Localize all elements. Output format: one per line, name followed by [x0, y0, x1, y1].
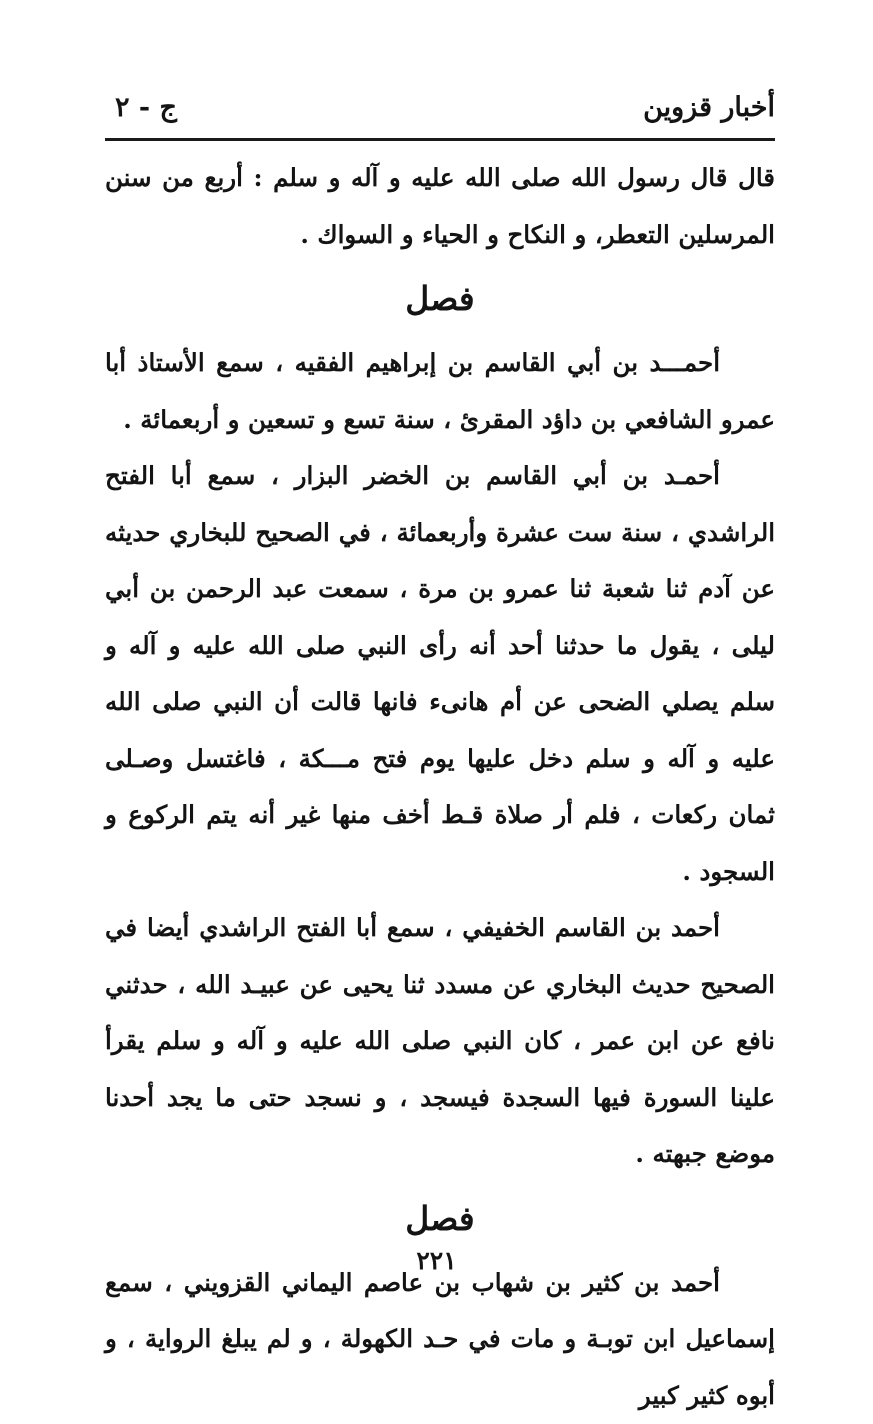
section-heading: فصل: [105, 1183, 775, 1255]
running-header: [105, 92, 775, 142]
paragraph: أحمد بن القاسم الخفيفي ، سمع أبا الفتح الراشدي أيضا في الصحيح حديث البخاري عن مسدد ثنا يحيى عن عبيـد الله ، حدثني نافع عن ابن عمر ، كان النبي صلى الله عليه و آله و سلم يقرأ علينا السورة فيها السجدة فيسجد ، و نسجد حتى ما يجد أحدنا موضع جبهته .: [105, 900, 775, 1183]
header-rule: [105, 138, 775, 141]
volume-number: ج - ٢: [115, 92, 177, 123]
section-heading: فصل: [105, 263, 775, 335]
book-title: أخبار قزوين: [643, 92, 775, 123]
paragraph: قال قال رسول الله صلى الله عليه و آله و سلم : أربع من سنن المرسلين التعطر، و النكاح و الحياء و السواك .: [105, 150, 775, 263]
page-body: [105, 150, 775, 1424]
paragraph: أحمـد بن أبي القاسم بن الخضر البزار ، سمع أبا الفتح الراشدي ، سنة ست عشرة وأربعمائة ، في الصحيح للبخاري حديثه عن آدم ثنا شعبة ثنا عمرو بن مرة ، سمعت عبد الرحمن بن أبي ليلى ، يقول ما حدثنا أحد أنه رأى النبي صلى الله عليه و آله و سلم يصلي الضحى عن أم هانىء فانها قالت أن النبي صلى الله عليه و آله و سلم دخل عليها يوم فتح مـــكة ، فاغتسل وصـلى ثمان ركعات ، فلم أر صلاة قـط أخف منها غير أنه يتم الركوع و السجود .: [105, 448, 775, 900]
paragraph: أحمد بن كثير بن شهاب بن عاصم اليماني القزويني ، سمع إسماعيل ابن توبـة و مات في حـد الكهولة ، و لم يبلغ الرواية ، و أبوه كثير كبير: [105, 1255, 775, 1424]
page-number: ٢٢١: [0, 1246, 873, 1275]
paragraph: أحمـــد بن أبي القاسم بن إبراهيم الفقيه ، سمع الأستاذ أبا عمرو الشافعي بن داؤد المقرئ ، سنة تسع و تسعين و أربعمائة .: [105, 335, 775, 448]
